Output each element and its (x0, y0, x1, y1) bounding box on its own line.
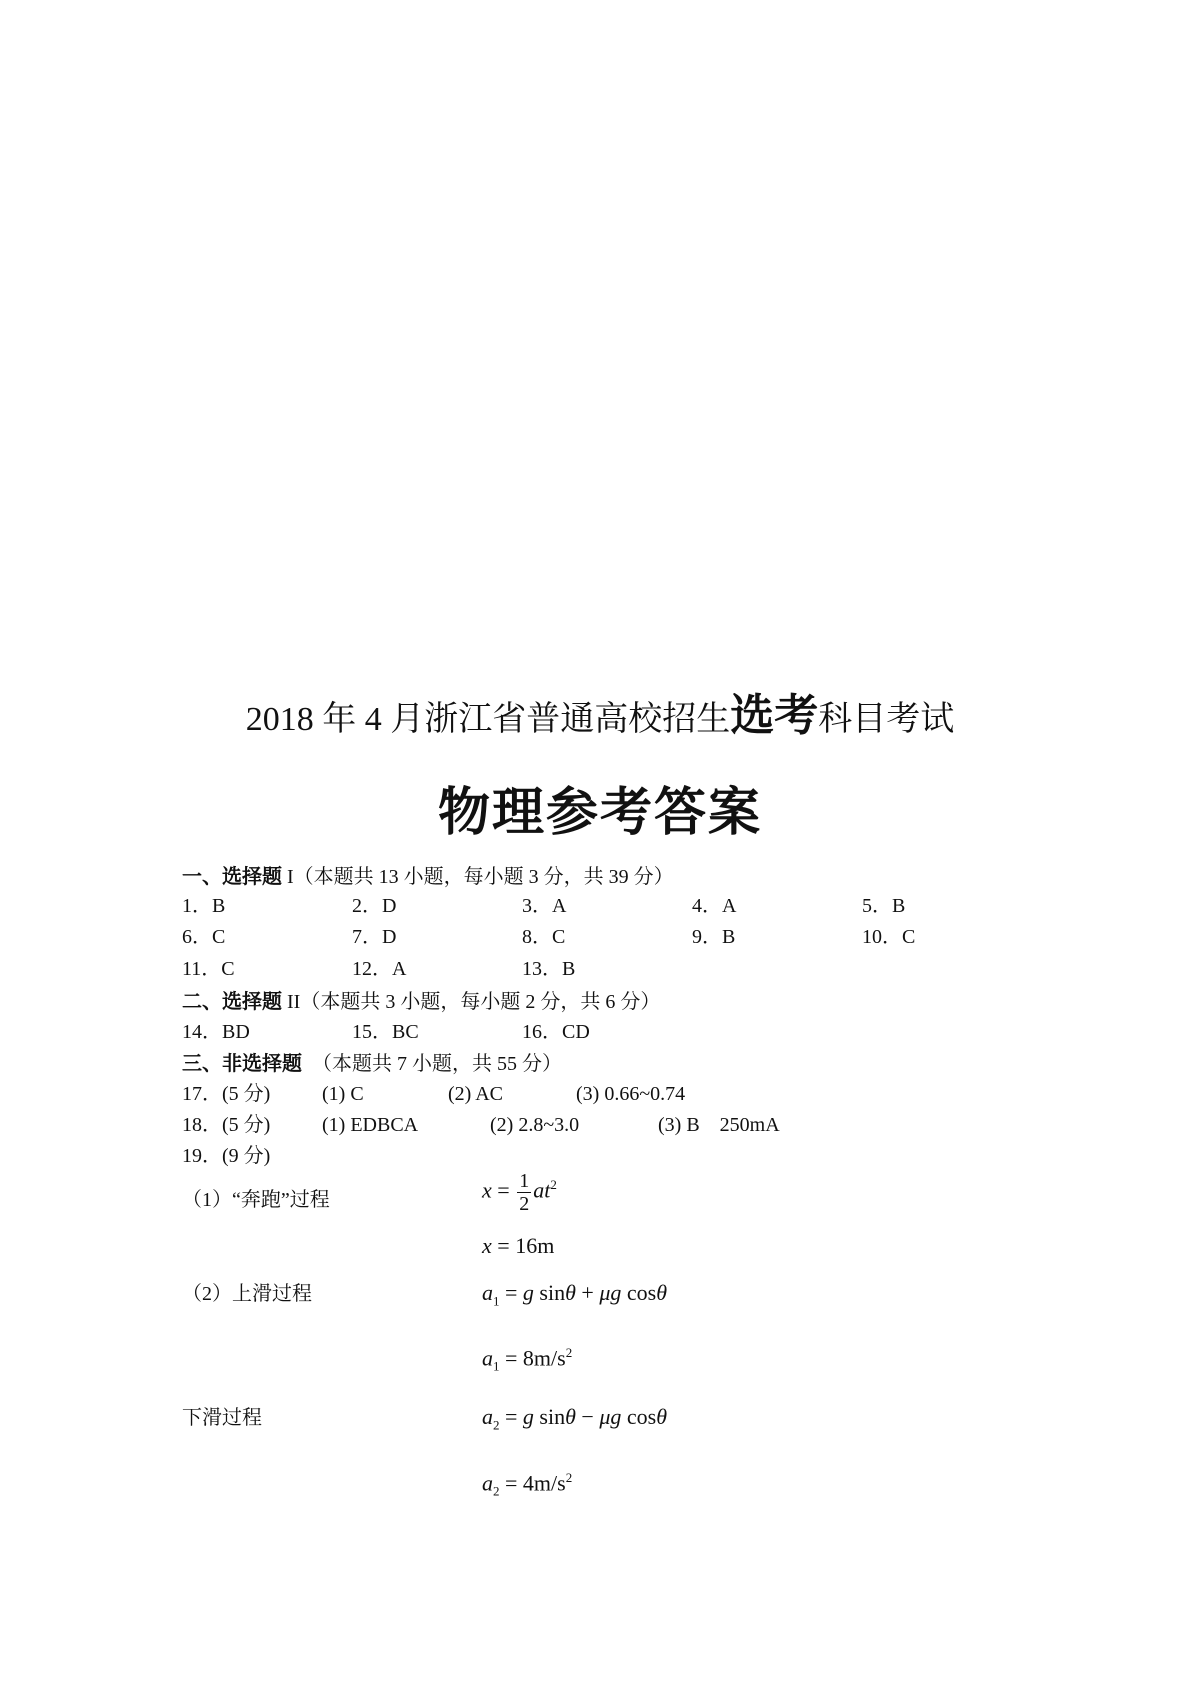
q17-part2: (2) AC (448, 1083, 503, 1105)
answer-13: 13．B (522, 958, 576, 980)
result-displacement: x = 16m (482, 1233, 555, 1258)
q18-part3: (3) B 250mA (658, 1114, 780, 1136)
answer-6: 6．C (182, 926, 226, 948)
equation-a1: $a_1 = g$ sinθ + μg cosθ (482, 1280, 668, 1309)
section-heading-label: 一、选择题 (182, 864, 282, 888)
answer-1: 1．B (182, 895, 226, 917)
answer-9: 9．B (692, 926, 736, 948)
section-3-heading (182, 1050, 562, 1077)
answer-8: 8．C (522, 926, 566, 948)
result-a1: $a_1 = 8m/s^2$ (482, 1345, 573, 1374)
answer-11: 11．C (182, 958, 235, 980)
answer-key-title: 物理参考答案 (437, 785, 762, 842)
section-heading-label: 二、选择题 (182, 989, 282, 1013)
answer-3: 3．A (522, 895, 567, 917)
answer-16: 16．CD (522, 1021, 590, 1043)
equation-displacement: x = $\frac{1}{2}$ $at^2$ (482, 1170, 557, 1215)
q17-number: 17．(5 分) (182, 1083, 271, 1105)
q17-part1: (1) C (322, 1083, 364, 1105)
answer-12: 12．A (352, 958, 407, 980)
section-heading-note: II（本题共 3 小题，每小题 2 分，共 6 分） (282, 991, 661, 1013)
exam-title-post: 科目考试 (818, 701, 955, 738)
q18-part2: (2) 2.8~3.0 (490, 1114, 580, 1136)
answer-5: 5．B (862, 895, 906, 917)
section-heading-label: 三、非选择题 (182, 1051, 302, 1075)
exam-title-emphasis: 选考 (730, 690, 819, 741)
section-2-heading (182, 988, 660, 1015)
a1-value: 8m/s (522, 1345, 566, 1371)
section-heading-note: （本题共 7 小题，共 55 分） (302, 1053, 562, 1075)
a2-value: 4m/s (522, 1470, 566, 1496)
q19-part2-label: （2）上滑过程 (182, 1283, 312, 1305)
section-heading-note: I（本题共 13 小题，每小题 3 分，共 39 分） (282, 866, 674, 888)
exam-title (0, 690, 1200, 743)
answer-14: 14．BD (182, 1021, 250, 1043)
answer-2: 2．D (352, 895, 397, 917)
displacement-value: 16m (515, 1233, 555, 1258)
q19-part1-label: （1）“奔跑”过程 (182, 1189, 330, 1211)
answer-4: 4．A (692, 895, 737, 917)
q19-number: 19．(9 分) (182, 1145, 271, 1167)
fraction-half: $\frac{1}{2}$ (519, 1170, 530, 1215)
result-a2: $a_2 = 4m/s^2$ (482, 1470, 573, 1499)
answer-7: 7．D (352, 926, 397, 948)
answer-10: 10．C (862, 926, 916, 948)
equation-a2: $a_2 = g$ sinθ − μg cosθ (482, 1404, 668, 1433)
q18-number: 18．(5 分) (182, 1114, 271, 1136)
q19-part3-label: 下滑过程 (182, 1407, 262, 1429)
q18-part1: (1) EDBCA (322, 1114, 419, 1136)
answer-15: 15．BC (352, 1021, 419, 1043)
exam-title-pre: 2018 年 4 月浙江省普通高校招生 (245, 701, 731, 738)
q17-part3: (3) 0.66~0.74 (576, 1083, 686, 1105)
section-1-heading (182, 863, 674, 890)
